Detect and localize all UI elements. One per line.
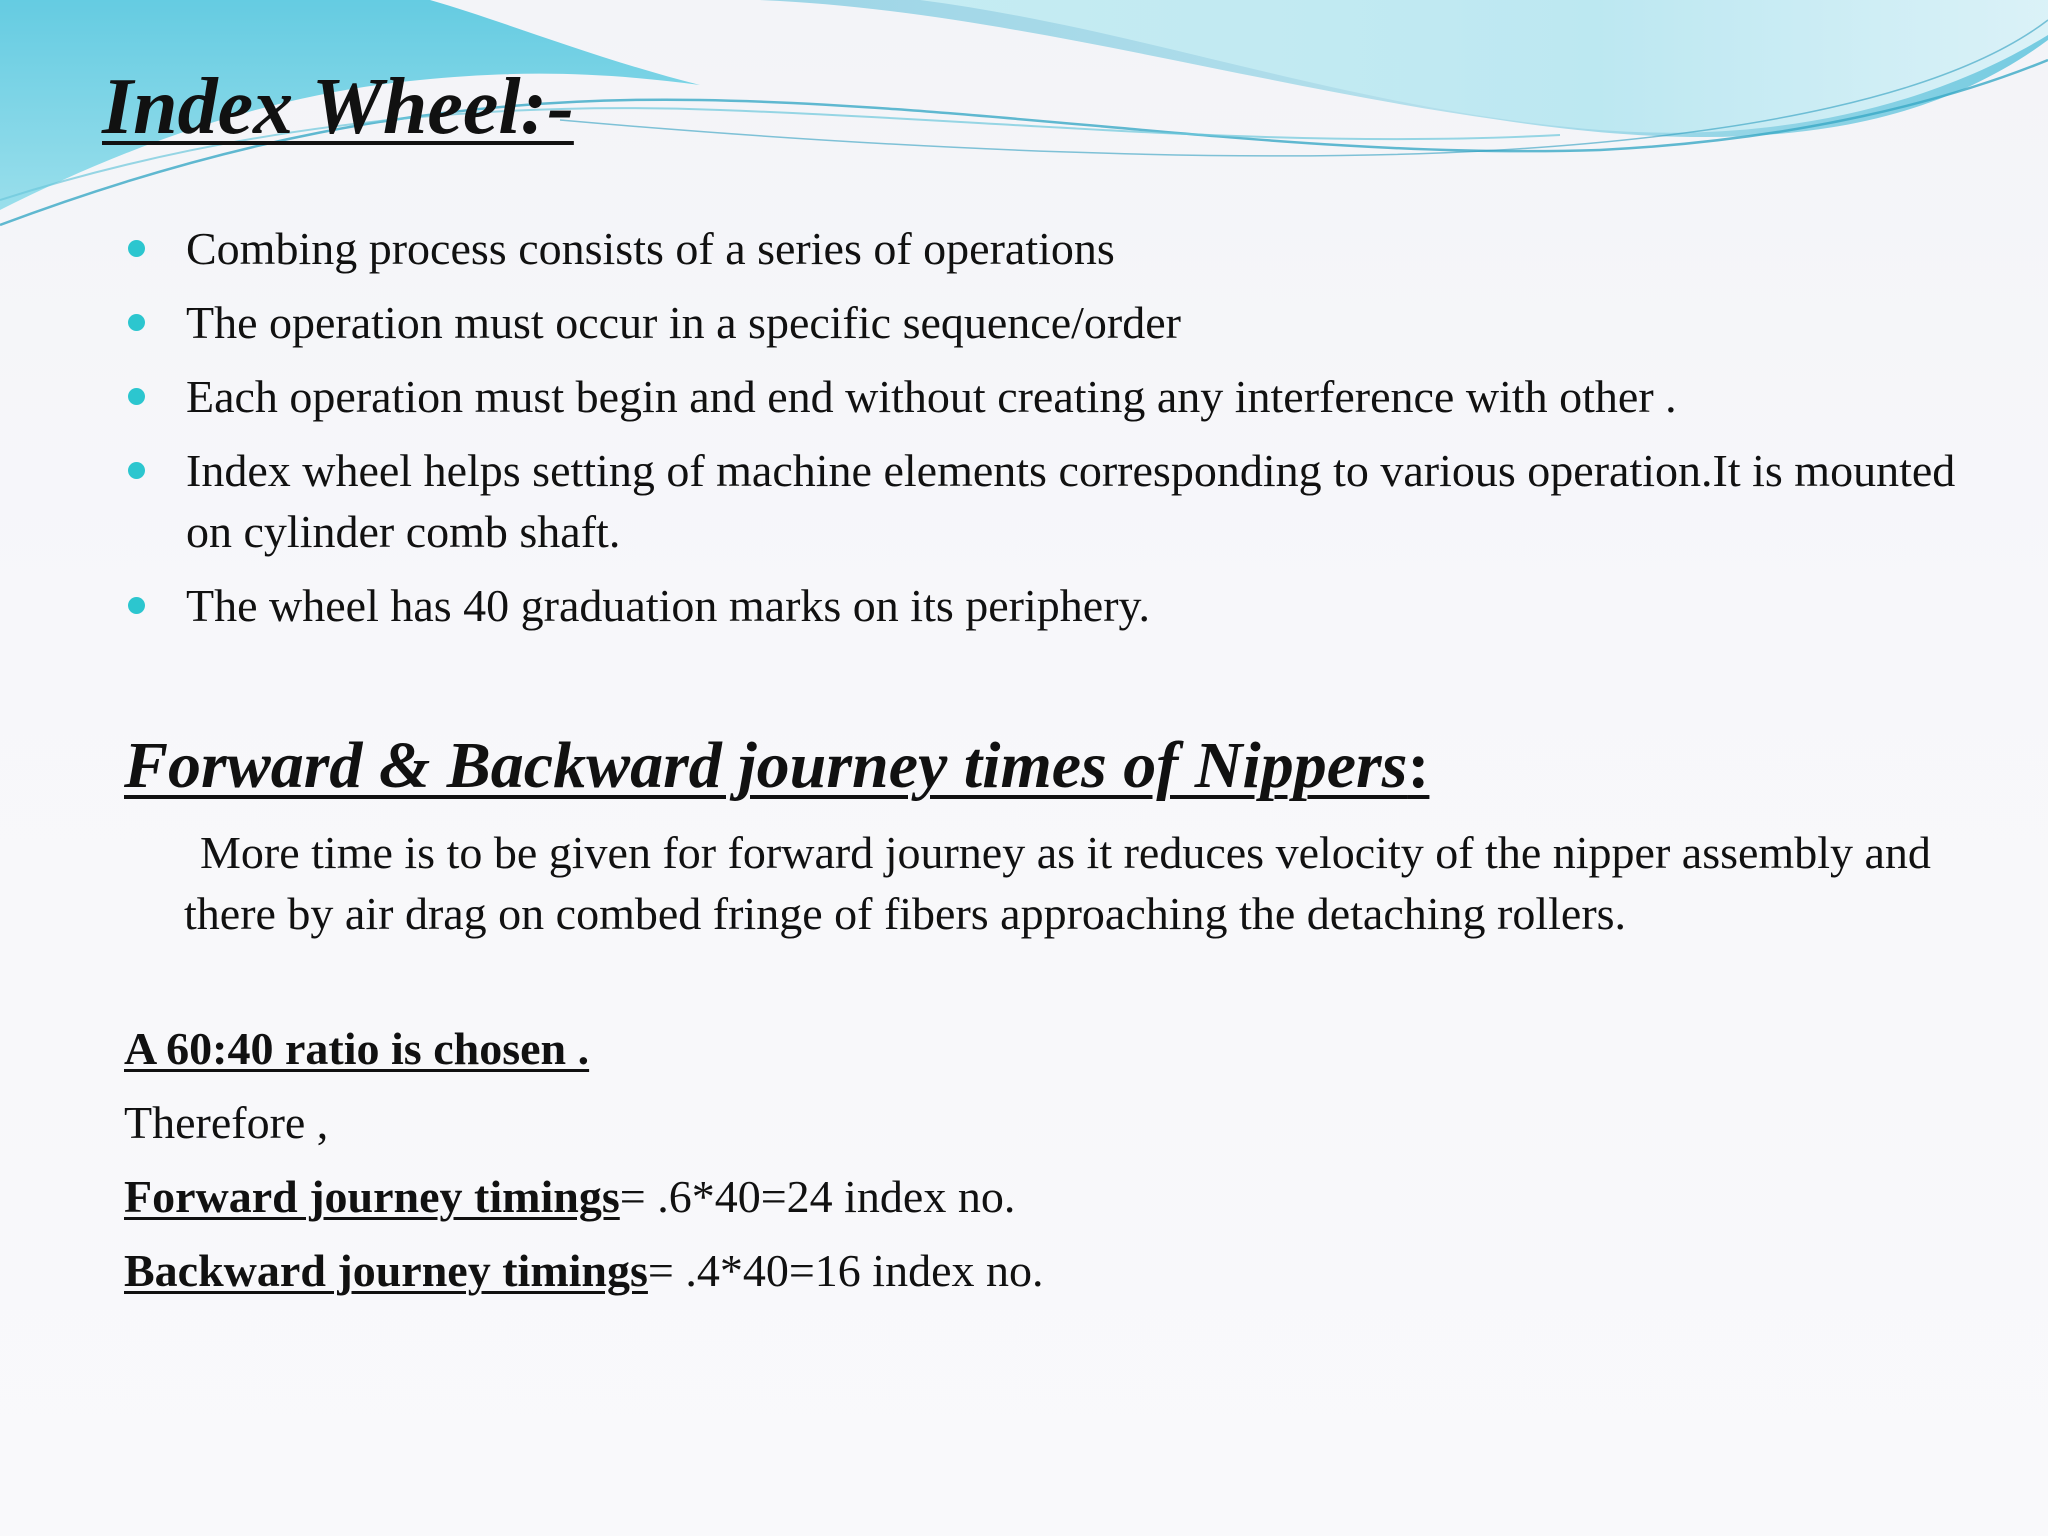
bullet-text: The operation must occur in a specific sequence/order [186,297,1181,348]
backward-timing-value: = .4*40=16 index no. [647,1245,1044,1296]
bullet-text: The wheel has 40 graduation marks on its periphery. [186,580,1151,631]
forward-timing-label: Forward journey timings [124,1171,620,1222]
section-heading-colon: : [1407,729,1430,802]
bullet-dot-icon [128,462,145,479]
paragraph-text: More time is to be given for forward journey as it reduces velocity of the nipper assembly and there by air drag on combed fringe of fibers approaching the detaching rollers. [184,827,1931,939]
explanation-paragraph [184,822,2004,944]
backward-timing-line [124,1240,1044,1301]
ratio-text: A 60:40 ratio is chosen . [124,1023,590,1074]
backward-timing-label: Backward journey timings [124,1245,648,1296]
bullet-text: Each operation must begin and end without creating any interference with other . [186,371,1677,422]
bullet-list [124,218,2004,649]
slide-title: Index Wheel:- [102,63,574,151]
section-heading-text: Forward & Backward journey times of Nippers [124,729,1408,802]
bullet-item [124,292,2004,353]
bullet-dot-icon [128,314,145,331]
therefore-line: Therefore , [124,1097,329,1148]
bullet-dot-icon [128,388,145,405]
bullet-item [124,366,2004,427]
forward-timing-line [124,1166,1015,1227]
bullet-item [124,440,2004,562]
bullet-text: Combing process consists of a series of operations [186,223,1115,274]
bullet-item [124,575,2004,636]
bullet-dot-icon [128,597,145,614]
bullet-item [124,218,2004,279]
bullet-text: Index wheel helps setting of machine elements corresponding to various operation.It is mounted on cylinder comb shaft. [186,445,1956,557]
bullet-dot-icon [128,240,145,257]
section-heading [124,728,1429,804]
ratio-line [124,1018,589,1079]
forward-timing-value: = .6*40=24 index no. [619,1171,1016,1222]
